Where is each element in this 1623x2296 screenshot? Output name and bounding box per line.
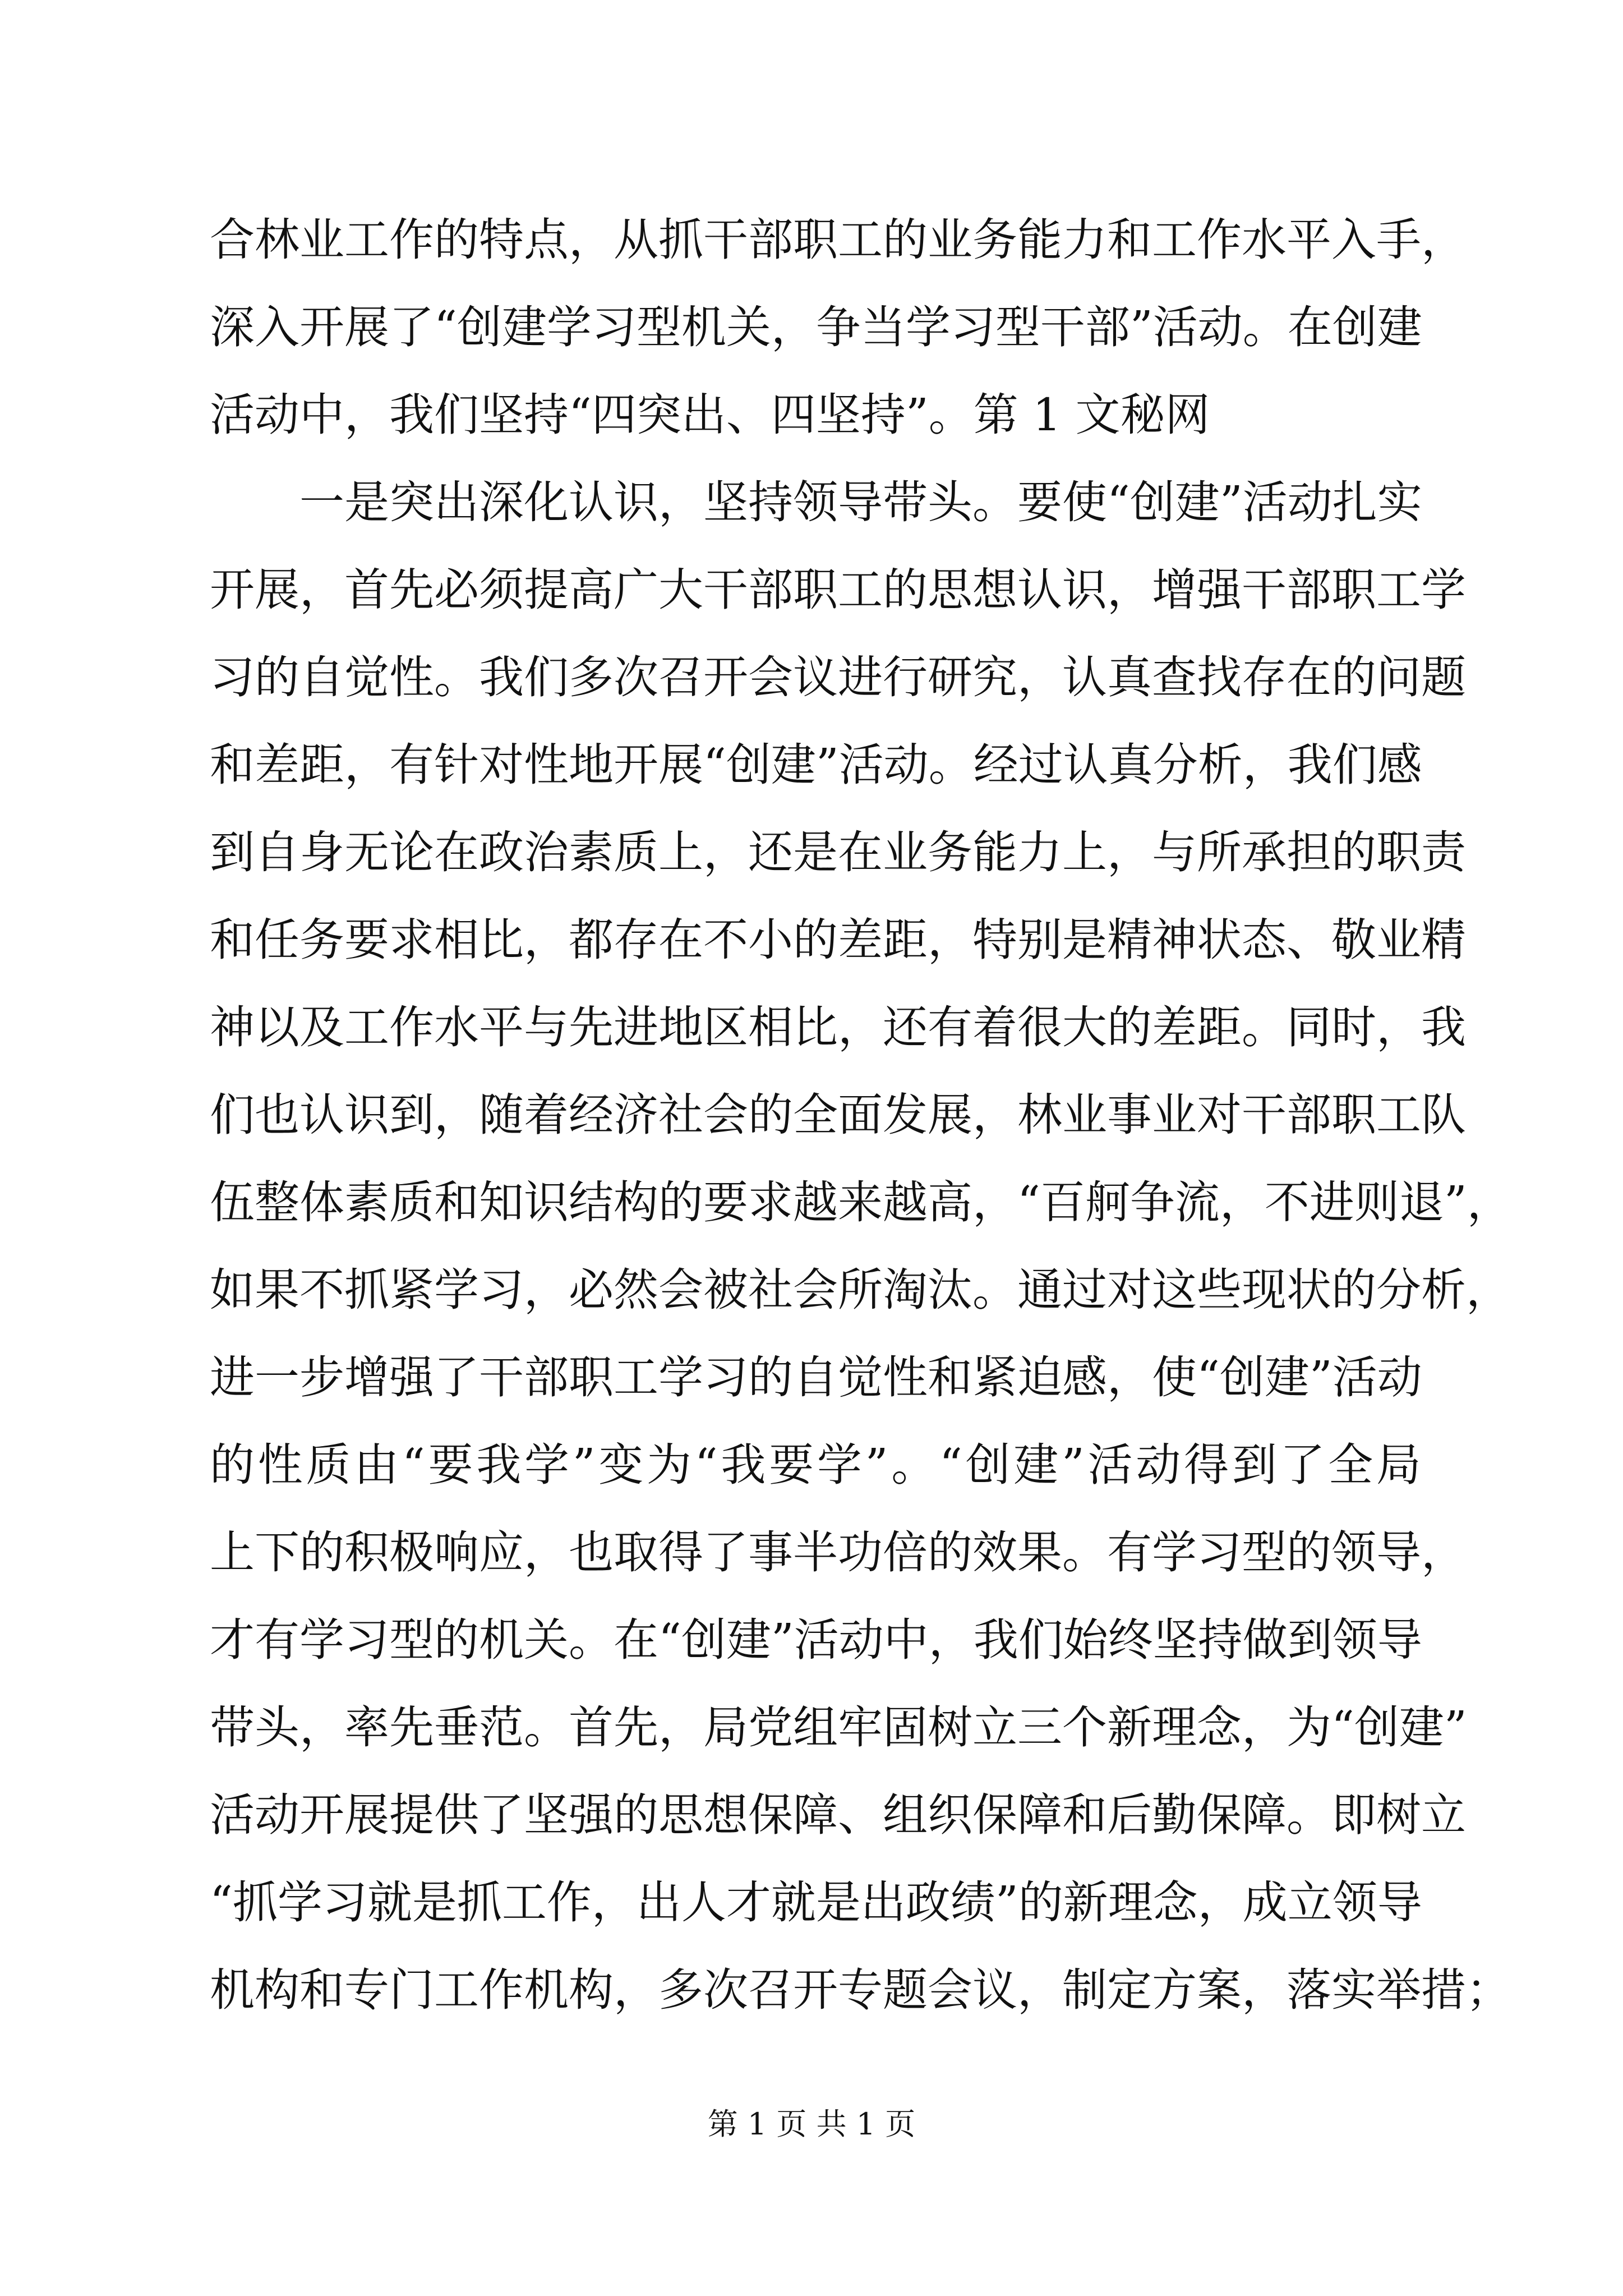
text-line: 神以及工作水平与先进地区相比，还有着很大的差距。同时，我 [210, 1001, 1466, 1053]
text-line: 和差距，有针对性地开展“创建”活动。经过认真分析，我们感 [210, 739, 1422, 791]
text-line: 和任务要求相比，都存在不小的差距，特别是精神状态、敬业精 [210, 914, 1466, 966]
text-line: “抓学习就是抓工作，出人才就是出政绩”的新理念，成立领导 [210, 1876, 1422, 1929]
text-line: 们也认识到，随着经济社会的全面发展，林业事业对干部职工队 [210, 1089, 1466, 1141]
text-line: 一是突出深化认识，坚持领导带头。要使“创建”活动扎实 [299, 476, 1422, 528]
text-line: 活动中，我们坚持“四突出、四坚持”。第 1 文秘网 [210, 389, 1210, 441]
body-text [210, 196, 1512, 2034]
text-line: 开展，首先必须提高广大干部职工的思想认识，增强干部职工学 [210, 564, 1466, 616]
text-line: 的性质由“要我学”变为“我要学”。“创建”活动得到了全局 [210, 1439, 1421, 1491]
text-line: 才有学习型的机关。在“创建”活动中，我们始终坚持做到领导 [210, 1614, 1422, 1666]
paragraph [210, 459, 1512, 2034]
text-line: 习的自觉性。我们多次召开会议进行研究，认真查找存在的问题 [210, 651, 1466, 703]
paragraph [210, 196, 1466, 459]
page-footer: 第 1 页 共 1 页 [707, 2106, 916, 2142]
text-line: 如果不抓紧学习，必然会被社会所淘汰。通过对这些现状的分析， [210, 1264, 1511, 1316]
text-line: 上下的积极响应，也取得了事半功倍的效果。有学习型的领导， [210, 1526, 1466, 1579]
text-line: 深入开展了“创建学习型机关，争当学习型干部”活动。在创建 [210, 301, 1422, 353]
text-line: 活动开展提供了坚强的思想保障、组织保障和后勤保障。即树立 [210, 1789, 1466, 1841]
text-line: 到自身无论在政治素质上，还是在业务能力上，与所承担的职责 [210, 826, 1466, 878]
text-line: 机构和专门工作机构，多次召开专题会议，制定方案，落实举措； [210, 1964, 1511, 2016]
text-line: 伍整体素质和知识结构的要求越来越高，“百舸争流，不进则退”， [210, 1176, 1512, 1228]
text-line: 合林业工作的特点，从抓干部职工的业务能力和工作水平入手， [210, 214, 1466, 266]
text-line: 带头，率先垂范。首先，局党组牢固树立三个新理念，为“创建” [210, 1701, 1467, 1754]
text-line: 进一步增强了干部职工学习的自觉性和紧迫感，使“创建”活动 [210, 1351, 1422, 1404]
